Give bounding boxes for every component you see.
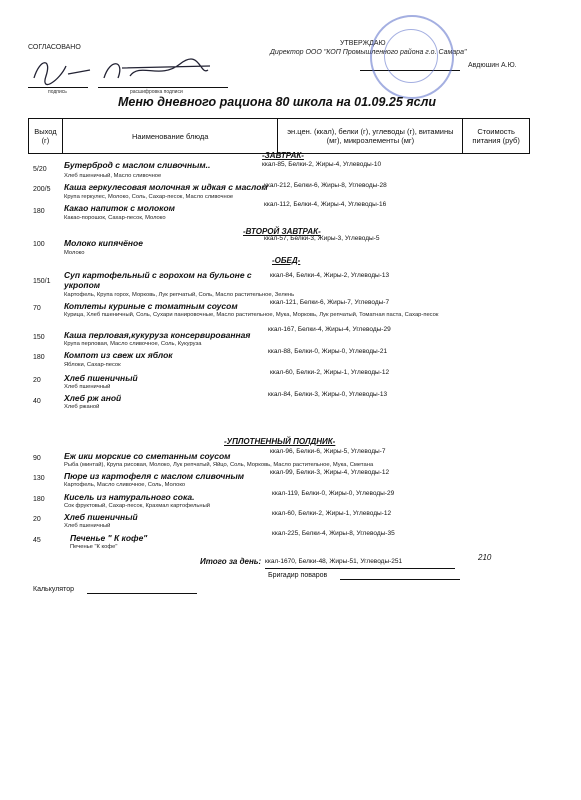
dish-ingredients: Курица, Хлеб пшеничный, Соль, Сухари панировочные, Масло растительное, Мука, Морковь, Лук репчатый, Томатная паста, Сахар-песок [64,312,439,318]
signature-label: подпись [48,89,67,95]
dish-ingredients: Сок фруктовый, Сахар-песок, Крахмал картофельный [64,503,211,509]
dish-name: Пюре из картофеля с маслом сливочным [64,471,244,481]
dish-ingredients: Молоко [64,250,85,256]
dish-ingredients: Хлеб пшеничный [64,384,111,390]
item-out: 180 [33,208,45,215]
dish-name: Суп картофельный с горохом на бульоне с укропом [64,270,252,290]
item-out: 180 [33,496,45,503]
dish-nutrition: ккал-60, Белки-2, Жиры-1, Углеводы-12 [270,369,390,376]
dish-name: Кисель из натурального сока. [64,492,195,502]
dish-nutrition: ккал-57, Белки-3, Жиры-3, Углеводы-5 [264,235,380,242]
total-label: Итого за день: [200,557,262,566]
dish-nutrition: ккал-60, Белки-2, Жиры-1, Углеводы-12 [272,510,392,517]
dish-nutrition: ккал-84, Белки-4, Жиры-2, Углеводы-13 [270,272,390,279]
dish-ingredients: Рыба (минтай), Крупа рисовая, Молоко, Лук репчатый, Яйцо, Соль, Морковь, Масло растительное, Мука, Сметана [64,462,374,468]
director-name: Авдюшин А.Ю. [468,62,517,69]
dish-nutrition: ккал-112, Белки-4, Жиры-4, Углеводы-16 [264,201,387,208]
section-title: -ЗАВТРАК- [262,151,304,160]
dish-nutrition: ккал-212, Белки-6, Жиры-8, Углеводы-28 [264,182,387,189]
approve-label: УТВЕРЖДАЮ [340,40,386,47]
item-out: 100 [33,241,45,248]
dish-ingredients: Крупа перловая, Масло сливочное, Соль, Кукуруза [64,341,202,347]
col-name: Наименование блюда [62,119,278,154]
col-out: Выход (г) [29,119,63,154]
dish-name: Компот из свеж их яблок [64,350,173,360]
dish-name: Каша перловая,кукуруза консервированная [64,330,251,340]
dish-ingredients: Крупа геркулес, Молоко, Соль, Сахар-песок, Масло сливочное [64,194,234,200]
dish-name: Хлеб рж аной [64,393,122,403]
section-title: -ВТОРОЙ ЗАВТРАК- [243,227,321,236]
dish-name: Еж ики морские со сметанным соусом [64,451,231,461]
dish-name: Молоко кипячёное [64,238,143,248]
dish-name: Бутерброд с маслом сливочным.. [64,160,211,170]
signature-drawing [30,56,220,86]
dish-nutrition: ккал-167, Белки-4, Жиры-4, Углеводы-29 [268,326,391,333]
item-out: 20 [33,377,41,384]
item-out: 150 [33,334,45,341]
dish-ingredients: Какао-порошок, Сахар-песок, Молоко [64,215,166,221]
dish-nutrition: ккал-119, Белки-0, Жиры-0, Углеводы-29 [272,490,395,497]
signature-name-label: расшифровка подписи [130,89,183,95]
dish-name: Какао напиток с молоком [64,203,175,213]
dish-name: Котлеты куриные с томатным соусом [64,301,238,311]
section-title: -ОБЕД- [272,256,301,265]
dish-nutrition: ккал-99, Белки-3, Жиры-4, Углеводы-12 [270,469,390,476]
dish-nutrition: ккал-121, Белки-6, Жиры-7, Углеводы-7 [270,299,390,306]
calculator-label: Калькулятор [33,586,74,593]
dish-ingredients: Картофель, Крупа горох, Морковь, Лук репчатый, Соль, Масло растительное, Зелень [64,292,295,298]
dish-ingredients: Картофель, Масло сливочное, Соль, Молоко [64,482,186,488]
dish-name: Каша геркулесовая молочная ж идкая с маслом [64,182,268,192]
dish-name: Хлеб пшеничный [64,512,138,522]
total-nutrition: ккал-1670, Белки-48, Жиры-51, Углеводы-251 [265,558,403,565]
official-stamp-inner [384,29,438,83]
dish-name: Печенье " К кофе" [70,533,148,543]
item-out: 40 [33,398,41,405]
dish-name: Хлеб пшеничный [64,373,138,383]
chef-label: Бригадир поваров [268,572,328,579]
item-out: 70 [33,305,41,312]
dish-nutrition: ккал-96, Белки-6, Жиры-5, Углеводы-7 [270,448,386,455]
dish-nutrition: ккал-225, Белки-4, Жиры-8, Углеводы-35 [272,530,395,537]
item-out: 150/1 [33,278,51,285]
section-title: -УПЛОТНЕННЫЙ ПОЛДНИК- [224,437,336,446]
menu-table-header [28,118,530,154]
dish-nutrition: ккал-85, Белки-2, Жиры-4, Углеводы-10 [262,161,382,168]
item-out: 5/20 [33,166,47,173]
item-out: 45 [33,537,41,544]
dish-ingredients: Печенье "К кофе" [70,544,118,550]
total-cost: 210 [478,553,492,562]
item-out: 180 [33,354,45,361]
item-out: 90 [33,455,41,462]
col-nutrition: эн.цен. (ккал), белки (г), углеводы (г), витамины (мг), микроэлементы (мг) [278,119,463,154]
item-out: 20 [33,516,41,523]
dish-ingredients: Яблоки, Сахар-песок [64,362,121,368]
approved-label: СОГЛАСОВАНО [28,44,81,51]
dish-ingredients: Хлеб пшеничный [64,523,111,529]
director-title: Директор ООО "КОП Промышленного района г.о. Самара" [270,49,467,56]
dish-nutrition: ккал-88, Белки-0, Жиры-0, Углеводы-21 [268,348,388,355]
col-cost: Стоимость питания (руб) [463,119,530,154]
item-out: 130 [33,475,45,482]
dish-nutrition: ккал-84, Белки-3, Жиры-0, Углеводы-13 [268,391,388,398]
dish-ingredients: Хлеб ржаной [64,404,100,410]
page-title: Меню дневного рациона 80 школа на 01.09.25 ясли [118,95,437,109]
item-out: 200/5 [33,186,51,193]
dish-ingredients: Хлеб пшеничный, Масло сливочное [64,173,162,179]
